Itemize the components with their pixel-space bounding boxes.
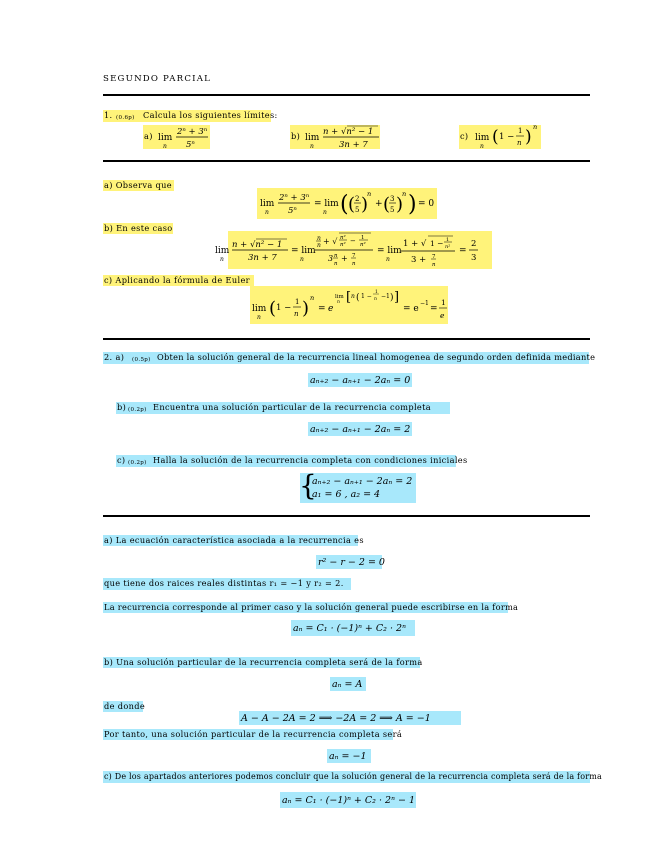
svg-text:(: (: [492, 127, 499, 147]
svg-text:1 −: 1 −: [430, 239, 444, 248]
svg-text:lim: lim: [335, 294, 344, 300]
svg-text:3n + 7: 3n + 7: [248, 253, 277, 263]
svg-text:n: n: [367, 190, 372, 198]
svg-text:lim: lim: [158, 133, 173, 143]
sol2-eq1: r² − r − 2 = 0: [318, 557, 385, 568]
problem2-c-equation-2: a₁ = 6 , a₂ = 4: [312, 489, 381, 500]
svg-text:n: n: [480, 143, 484, 150]
svg-text:lim: lim: [475, 133, 490, 143]
svg-text:1: 1: [518, 127, 523, 135]
sol1-c-text: c) Aplicando la fórmula de Euler: [104, 275, 250, 285]
svg-text:= lim: = lim: [377, 246, 402, 256]
svg-text:e: e: [328, 304, 334, 314]
sol2-eq4: A − A − 2A = 2 ⟹ −2A = 2 ⟹ A = −1: [241, 713, 431, 724]
sol2-eq5: aₙ = −1: [329, 751, 367, 762]
svg-text:n: n: [402, 190, 407, 198]
system-brace: {: [299, 469, 317, 502]
svg-text:−: −: [350, 237, 356, 245]
svg-text:= lim: = lim: [291, 246, 316, 256]
sol2-s4: b) Una solución particular de la recurrencia completa será de la forma: [104, 657, 423, 667]
solution1-rule: [103, 338, 590, 340]
problem1-c-formula: [472, 120, 542, 152]
svg-text:(: (: [269, 298, 277, 319]
page-title: SEGUNDO PARCIAL: [103, 74, 212, 84]
svg-text:1: 1: [441, 298, 446, 307]
svg-text:n: n: [351, 293, 355, 300]
svg-text:): ): [525, 127, 532, 147]
svg-text:n: n: [334, 253, 338, 259]
sol2-eq6: aₙ = C₁ · (−1)ⁿ + C₂ · 2ⁿ − 1: [282, 795, 415, 806]
problem2-b-text: Encuentra una solución particular de la recurrencia completa: [153, 402, 431, 412]
svg-text:): ): [408, 192, 417, 217]
svg-text:): ): [390, 293, 394, 303]
svg-text:=: =: [318, 304, 326, 314]
sol2-s3: La recurrencia corresponde al primer caso y la solución general puede escribirse en la forma: [104, 602, 519, 612]
svg-text:2ⁿ + 3ⁿ: 2ⁿ + 3ⁿ: [177, 127, 208, 137]
problem1-b-label: b): [291, 131, 301, 141]
svg-text:1 −: 1 −: [499, 132, 515, 142]
svg-text:−1: −1: [420, 300, 429, 307]
svg-text:n: n: [317, 242, 321, 249]
svg-text:): ): [302, 298, 310, 319]
svg-text:lim: lim: [252, 304, 267, 314]
svg-text:−1: −1: [381, 293, 390, 300]
svg-text:n: n: [265, 209, 269, 216]
svg-text:(: (: [383, 194, 391, 215]
problem2-c-points: (0.2p): [128, 460, 147, 466]
problem2-c-text: Halla la solución de la recurrencia completa con condiciones iniciales: [153, 455, 468, 465]
problem2-c-equation-1: aₙ₊₂ − aₙ₊₁ − 2aₙ = 2: [312, 476, 413, 487]
svg-text:1: 1: [295, 298, 300, 306]
svg-text:=: =: [430, 304, 438, 314]
svg-text:1: 1: [375, 290, 378, 295]
problem1-rule: [103, 160, 590, 162]
svg-text:+ √: + √: [323, 237, 338, 246]
problem1-number: 1.: [104, 110, 113, 120]
svg-text:n: n: [310, 143, 314, 150]
problem2-c-label: c): [117, 455, 126, 465]
svg-text:3: 3: [390, 195, 395, 203]
sol1-b-equation: [213, 230, 493, 270]
svg-text:(: (: [356, 293, 360, 303]
problem1-a-label: a): [144, 131, 153, 141]
svg-text:n: n: [334, 261, 338, 267]
sol1-a-text: a) Observa que: [104, 180, 172, 190]
svg-text:n²: n²: [340, 235, 346, 241]
svg-text:+: +: [375, 199, 383, 209]
sol2-s2: que tiene dos raices reales distintas r₁ = −1 y r₂ = 2.: [104, 578, 344, 588]
problem1-a-formula: [155, 124, 213, 152]
svg-text:n: n: [300, 256, 304, 263]
svg-text:n: n: [352, 261, 356, 267]
svg-text:(: (: [348, 194, 356, 215]
problem1-points: (0.6p): [116, 115, 135, 121]
svg-text:7: 7: [352, 253, 356, 259]
problem1-b-formula: [302, 124, 382, 152]
svg-text:n: n: [432, 262, 436, 268]
svg-text:lim: lim: [215, 246, 230, 256]
svg-text:=: =: [459, 246, 467, 256]
svg-text:3 +: 3 +: [411, 255, 427, 265]
svg-text:= e: = e: [403, 304, 419, 314]
svg-text:5: 5: [355, 206, 360, 214]
svg-text:2ⁿ + 3ⁿ: 2ⁿ + 3ⁿ: [279, 193, 310, 203]
svg-text:1: 1: [446, 237, 450, 243]
svg-text:n: n: [517, 139, 522, 147]
problem2-rule: [103, 515, 590, 517]
svg-text:n: n: [294, 310, 299, 318]
sol2-s1: a) La ecuación característica asociada a la recurrencia es: [104, 535, 364, 545]
sol2-s7: c) De los apartados anteriores podemos concluir que la solución general de la recurrencia completa será de la forma: [104, 772, 603, 781]
svg-text:(: (: [340, 192, 349, 217]
problem2-b-equation: aₙ₊₂ − aₙ₊₁ − 2aₙ = 2: [310, 424, 411, 435]
svg-text:7: 7: [432, 254, 436, 260]
sol1-a-equation: [257, 186, 439, 220]
svg-text:): ): [361, 194, 369, 215]
title-rule: [103, 94, 590, 96]
problem1-prompt: Calcula los siguientes límites:: [143, 110, 278, 120]
problem2-a-text: Obten la solución general de la recurrencia lineal homogenea de segundo orden definida mediante: [157, 352, 596, 362]
svg-text:= lim: = lim: [314, 199, 339, 209]
svg-text:2: 2: [471, 239, 477, 249]
svg-text:1: 1: [361, 235, 365, 241]
svg-text:n + √n² − 1: n + √n² − 1: [232, 240, 283, 250]
svg-text:n: n: [533, 123, 538, 131]
svg-text:n: n: [374, 297, 377, 302]
sol2-eq3: aₙ = A: [332, 679, 363, 690]
sol2-eq2: aₙ = C₁ · (−1)ⁿ + C₂ · 2ⁿ: [293, 623, 406, 634]
svg-text:3: 3: [471, 253, 477, 263]
problem2-a-label: 2. a): [104, 352, 125, 362]
svg-text:1 −: 1 −: [361, 293, 372, 300]
sol1-b-text: b) En este caso: [104, 223, 173, 233]
svg-text:3: 3: [328, 254, 334, 263]
svg-text:): ): [396, 194, 404, 215]
svg-text:n²: n²: [360, 242, 366, 248]
problem1-c-label: c): [460, 131, 469, 141]
svg-text:1 −: 1 −: [276, 303, 292, 313]
svg-text:2: 2: [355, 195, 360, 203]
svg-text:n: n: [337, 300, 340, 305]
svg-text:5ⁿ: 5ⁿ: [288, 206, 297, 216]
problem2-a-points: (0.5p): [132, 357, 151, 363]
problem2-b-points: (0.2p): [128, 407, 147, 413]
svg-text:[: [: [346, 290, 352, 305]
problem2-b-label: b): [117, 402, 127, 412]
problem2-a-equation: aₙ₊₂ − aₙ₊₁ − 2aₙ = 0: [310, 375, 411, 386]
svg-text:n: n: [317, 235, 321, 242]
svg-text:]: ]: [394, 290, 400, 305]
svg-text:lim: lim: [260, 199, 275, 209]
svg-text:n: n: [323, 209, 327, 216]
svg-text:n + √n² − 1: n + √n² − 1: [323, 127, 374, 137]
svg-text:n: n: [163, 143, 167, 150]
sol2-s5: de donde: [104, 701, 146, 711]
svg-text:1 + √: 1 + √: [403, 239, 427, 249]
svg-text:n: n: [310, 294, 315, 302]
svg-text:n: n: [220, 256, 224, 263]
svg-text:n: n: [386, 256, 390, 263]
sol1-c-equation: [250, 285, 450, 325]
svg-text:e: e: [440, 311, 445, 320]
svg-text:3n + 7: 3n + 7: [339, 140, 368, 150]
svg-text:n²: n²: [445, 244, 451, 250]
svg-text:5: 5: [390, 206, 395, 214]
svg-text:= 0: = 0: [418, 199, 435, 209]
svg-text:n: n: [257, 314, 261, 321]
svg-text:5ⁿ: 5ⁿ: [186, 140, 195, 150]
svg-text:n²: n²: [340, 242, 346, 248]
svg-text:lim: lim: [305, 133, 320, 143]
sol2-s6: Por tanto, una solución particular de la recurrencia completa será: [104, 729, 403, 739]
svg-text:+: +: [341, 254, 348, 263]
